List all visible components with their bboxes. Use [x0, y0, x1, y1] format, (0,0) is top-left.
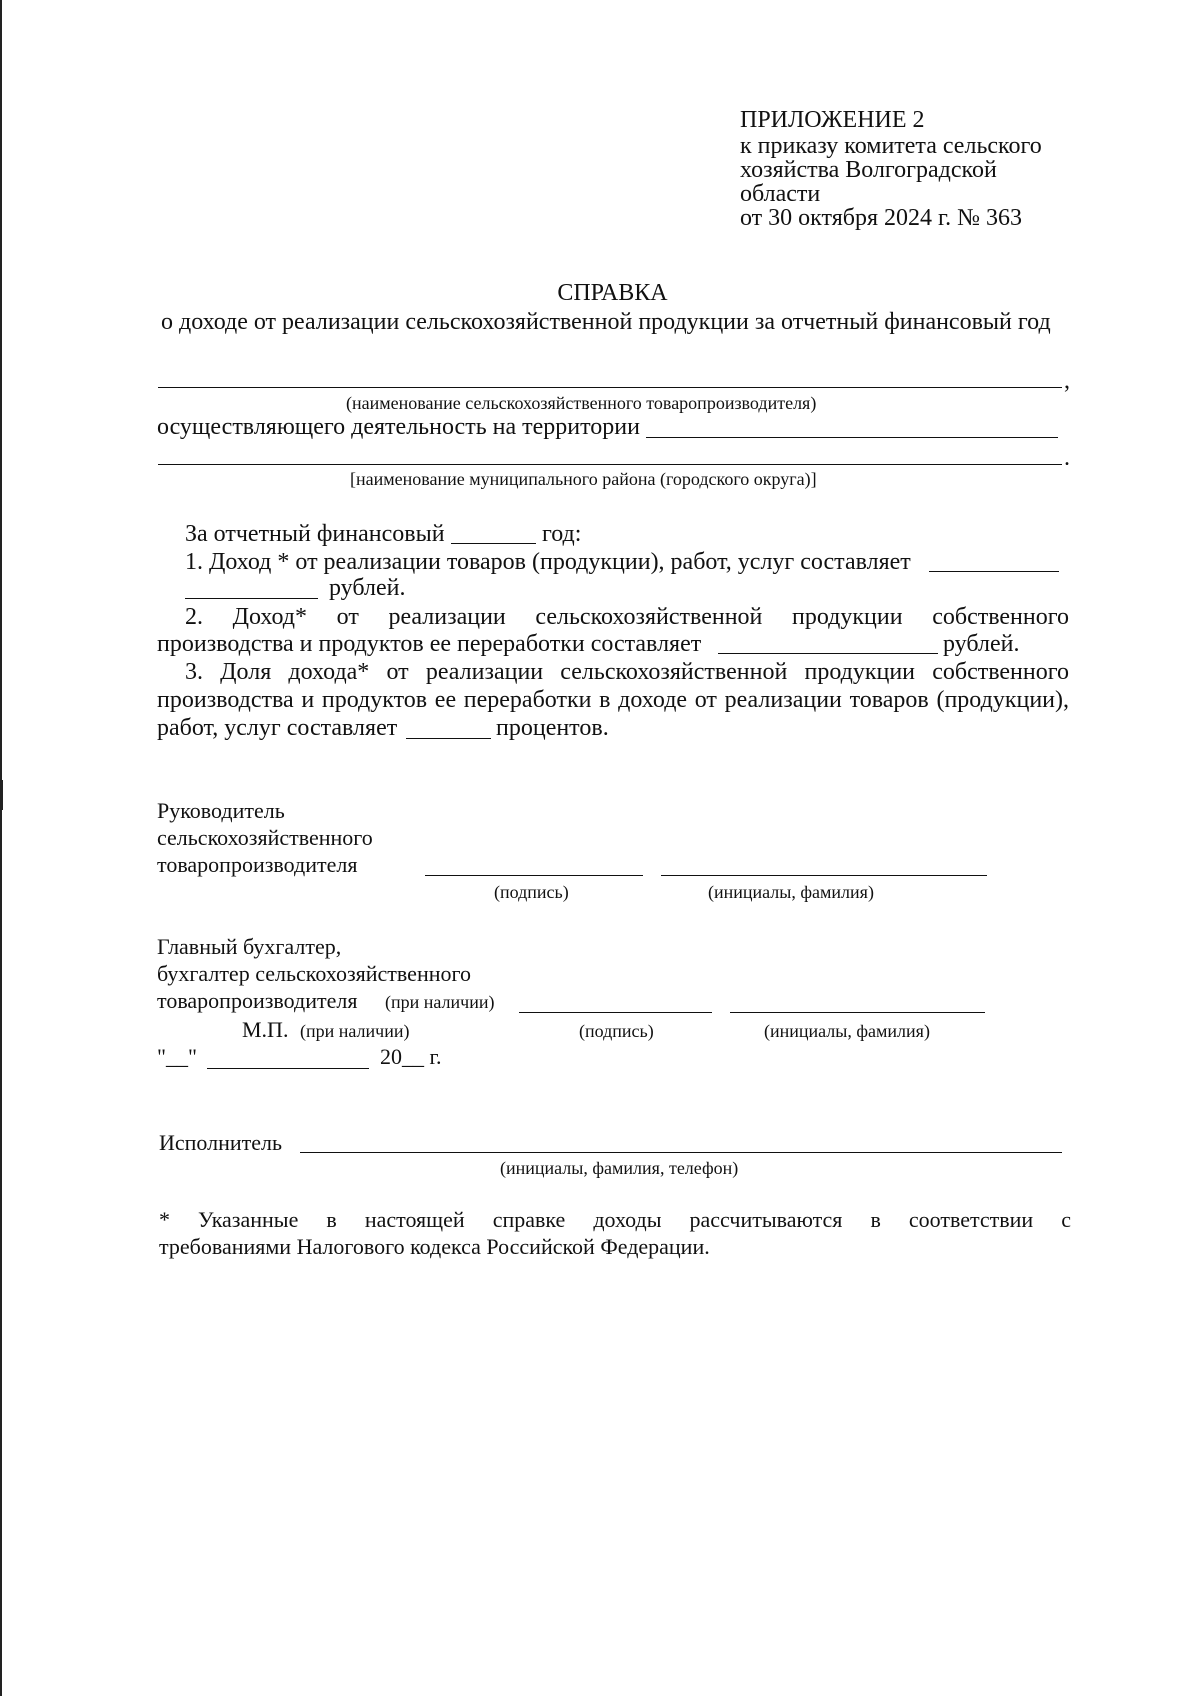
item-2-text: 2. Доход* от реализации сельскохозяйственной продукции собственного: [185, 604, 1069, 630]
head-label-2: сельскохозяйственного: [157, 825, 373, 850]
appendix-line-3: области: [740, 181, 821, 207]
item-3-text: 3. Доля дохода* от реализации сельскохозяйственной продукции собственного: [185, 659, 1069, 685]
accountant-note: (при наличии): [385, 992, 495, 1012]
item-1-tail: рублей.: [329, 575, 406, 601]
producer-comma: ,: [1064, 368, 1070, 394]
date-day: "__": [157, 1044, 197, 1069]
item-3-cont-2: работ, услуг составляет: [157, 715, 398, 741]
accountant-label-2: бухгалтер сельскохозяйственного: [157, 961, 471, 986]
scan-edge-mark: [0, 780, 3, 810]
district-caption: [наименование муниципального района (городского округа)]: [350, 469, 817, 489]
executor-caption: (инициалы, фамилия, телефон): [500, 1158, 739, 1178]
executor-line[interactable]: [300, 1152, 1062, 1153]
footnote-line-2: требованиями Налогового кодекса Российской Федерации.: [159, 1234, 710, 1259]
head-label-1: Руководитель: [157, 798, 285, 823]
item-3-cont: производства и продуктов ее переработки в доходе от реализации товаров (продукции),: [157, 687, 1069, 713]
accountant-label-1: Главный бухгалтер,: [157, 934, 342, 959]
district-period: .: [1064, 445, 1070, 471]
appendix-line-1: к приказу комитета сельского: [740, 133, 1042, 159]
territory-line[interactable]: [646, 437, 1058, 438]
accountant-signature-caption: (подпись): [579, 1021, 654, 1041]
appendix-line-4: от 30 октября 2024 г. № 363: [740, 205, 1023, 231]
head-name-caption: (инициалы, фамилия): [708, 882, 874, 902]
appendix-line-2: хозяйства Волгоградской: [740, 157, 997, 183]
item-1-blank-b[interactable]: [185, 598, 318, 599]
stamp-label: М.П.: [242, 1017, 289, 1042]
date-month-blank[interactable]: [207, 1068, 369, 1069]
accountant-name-caption: (инициалы, фамилия): [764, 1021, 930, 1041]
accountant-signature-line[interactable]: [519, 1012, 712, 1013]
year-suffix: год:: [542, 521, 582, 547]
district-name-line[interactable]: [158, 464, 1062, 465]
head-name-line[interactable]: [661, 875, 987, 876]
head-signature-caption: (подпись): [494, 882, 569, 902]
accountant-name-line[interactable]: [730, 1012, 985, 1013]
item-2-tail: рублей.: [943, 631, 1020, 657]
item-3-tail: процентов.: [496, 715, 609, 741]
year-blank[interactable]: [451, 543, 536, 544]
producer-name-line[interactable]: [158, 387, 1062, 388]
executor-label: Исполнитель: [159, 1130, 283, 1155]
item-1-text: 1. Доход * от реализации товаров (продукции), работ, услуг составляет: [185, 549, 911, 575]
accountant-label-3: товаропроизводителя: [157, 988, 358, 1013]
item-3-blank[interactable]: [406, 738, 491, 739]
item-1-blank-a[interactable]: [929, 571, 1059, 572]
appendix-title: ПРИЛОЖЕНИЕ 2: [740, 107, 925, 133]
footnote-line-1: * Указанные в настоящей справке доходы рассчитываются в соответствии с: [159, 1207, 1071, 1232]
head-label-3: товаропроизводителя: [157, 852, 358, 877]
year-prefix: За отчетный финансовый: [185, 521, 445, 547]
head-signature-line[interactable]: [425, 875, 643, 876]
document-subtitle: о доходе от реализации сельскохозяйственной продукции за отчетный финансовый год: [161, 309, 1051, 335]
document-title: СПРАВКА: [557, 280, 668, 306]
item-2-blank[interactable]: [718, 653, 938, 654]
date-year: 20__ г.: [380, 1044, 442, 1069]
territory-label: осуществляющего деятельность на территории: [157, 414, 640, 440]
producer-name-caption: (наименование сельскохозяйственного товаропроизводителя): [346, 393, 817, 413]
stamp-note: (при наличии): [300, 1021, 410, 1041]
item-2-cont: производства и продуктов ее переработки составляет: [157, 631, 702, 657]
scan-edge: [0, 0, 2, 1696]
